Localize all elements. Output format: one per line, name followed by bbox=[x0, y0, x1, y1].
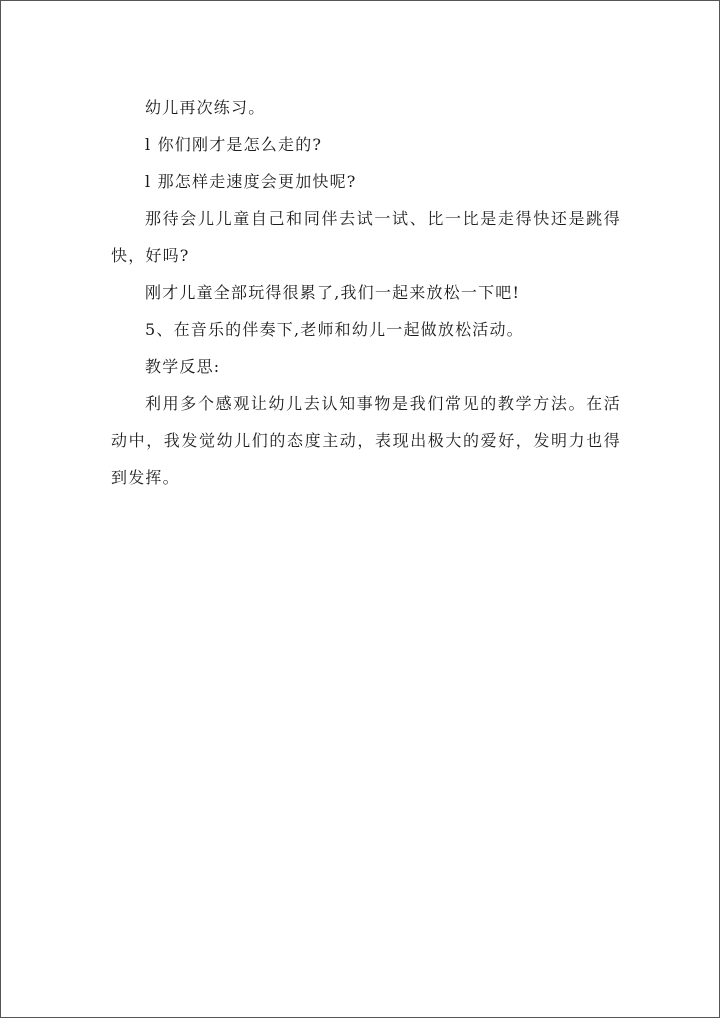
paragraph-reflection-text: 利用多个感观让幼儿去认知事物是我们常见的教学方法。在活动中，我发觉幼儿们的态度主动，表现出极大的爱好，发明力也得到发挥。 bbox=[111, 394, 621, 487]
paragraph-practice-again: 幼儿再次练习。 bbox=[145, 98, 266, 117]
paragraph-relax-invitation: 刚才儿童全部玩得很累了,我们一起来放松一下吧! bbox=[145, 283, 521, 302]
heading-teaching-reflection: 教学反思: bbox=[145, 357, 221, 376]
paragraph-step-5-relax-activity: 5、在音乐的伴奏下,老师和幼儿一起做放松活动。 bbox=[145, 320, 524, 339]
paragraph-question-faster: l 那怎样走速度会更加快呢? bbox=[145, 172, 357, 191]
paragraph-question-how-walked: l 你们刚才是怎么走的? bbox=[145, 135, 323, 154]
paragraph-try-and-compare: 那待会儿儿童自己和同伴去试一试、比一比是走得快还是跳得快，好吗? bbox=[111, 209, 621, 265]
document-body bbox=[111, 89, 621, 496]
